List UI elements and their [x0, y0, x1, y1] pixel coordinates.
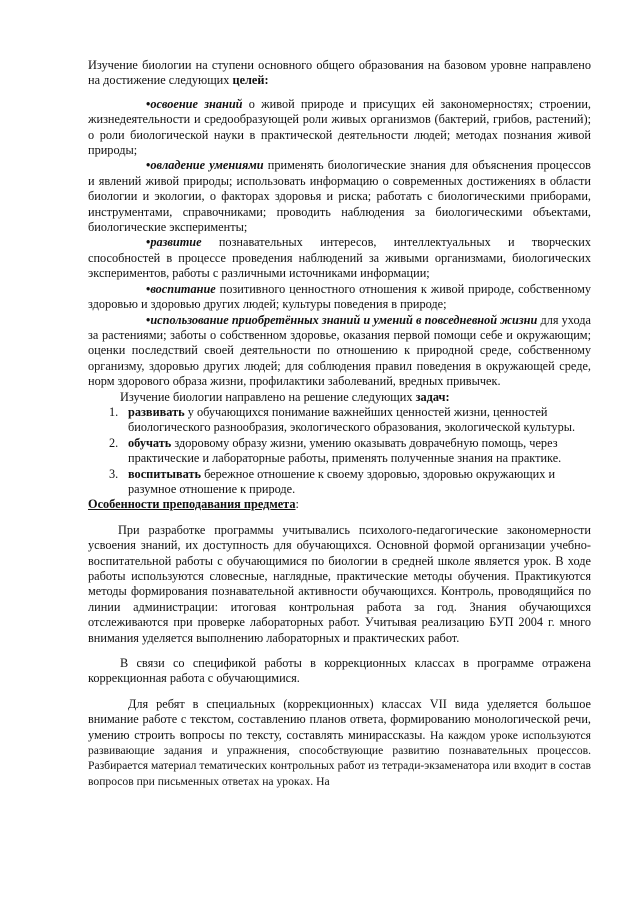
goal-text: для ухода за растениями; заботы о собственном здоровье, оказания первой помощи себе и окружающим; оценки последствий своей деятельности по отношению к природной среде, собственному организму, здоровью других людей; для соблюдения правил поведения в окружающей среде, норм здорового образа жизни, профилактики заболеваний, вредных привычек. — [88, 312, 591, 389]
special-classes-continuation: На каждом уроке используются развивающие задания и упражнения, способствующие развитию познавательных процессов. Разбирается материал тематических контрольных работ из тетради-экзаменатора или входит в состав вопросов при письменных ответах на уроках. На — [88, 728, 591, 788]
task-text: здоровому образу жизни, умению оказывать доврачебную помощь, через практические и лабораторные работы, применять полученные знания на практике. — [128, 435, 562, 466]
task-term: обучать — [128, 435, 172, 450]
tasks-list — [88, 405, 591, 497]
spacer — [88, 687, 591, 697]
goal-item — [88, 235, 591, 281]
correction-paragraph: В связи со спецификой работы в коррекционных классах в программе отражена коррекционная работа с обучающимися. — [88, 656, 591, 686]
goal-term: использование приобретённых знаний и умений в повседневной жизни — [150, 312, 538, 327]
intro-goals-label: целей: — [232, 73, 269, 88]
bullet-icon: • — [146, 235, 151, 250]
intro-text: Изучение биологии на ступени основного общего образования на базовом уровне направлено на достижение следующих — [88, 58, 591, 88]
bullet-icon: • — [146, 158, 151, 173]
goal-item — [88, 97, 591, 159]
tasks-intro-text: Изучение биологии направлено на решение следующих — [120, 389, 416, 404]
goal-text: применять биологические знания для объяснения процессов и явлений живой природы; использовать информацию о современных достижениях в области биологии и экологии, о факторах здоровья и риска; работать с биологическими приборами, инструментами, справочниками; проводить наблюдения за биологическими объектами, биологические эксперименты; — [88, 158, 591, 235]
tasks-intro — [88, 390, 591, 405]
goal-term: воспитание — [150, 281, 216, 296]
goal-text: познавательных интересов, интеллектуальных и творческих способностей в процессе проведения наблюдений за живыми организмами, биологических экспериментов, работы с различными источниками информации; — [88, 235, 591, 281]
method-paragraph: При разработке программы учитывались психолого-педагогические закономерности усвоения знаний, их доступность для обучающихся. Основной формой организации учебно-воспитательной работы с обучающимися по биологии в средней школе является урок. В ходе работы используются словесные, наглядные, практические методы обучения. Практикуются методы формирования познавательной активности обучающихся. Контроль, проводящийся по линии администрации: итоговая контрольная работа за год. Знания обучающихся отслеживаются при проверке лабораторных работ. Учитывая реализацию БУП 2004 г. много внимания уделяется выполнению лабораторных и практических работ. — [88, 522, 591, 645]
goal-item — [88, 282, 591, 313]
features-heading — [88, 497, 591, 512]
document-page — [88, 58, 591, 789]
bullet-icon: • — [146, 96, 151, 111]
goal-text: о живой природе и присущих ей закономерностях; строении, жизнедеятельности и средообразующей роли живых организмов (бактерий, грибов, растений); о роли биологической науки в практической деятельности людей; методах познания живой природы; — [88, 96, 591, 158]
spacer — [88, 646, 591, 656]
special-classes-paragraph — [88, 697, 591, 789]
goal-term: овладение умениями — [150, 158, 264, 173]
task-item — [109, 404, 591, 436]
goal-item — [88, 158, 591, 235]
features-heading-colon: : — [295, 497, 299, 512]
task-term: воспитывать — [128, 466, 201, 481]
intro-paragraph — [88, 58, 591, 89]
task-text: у обучающихся понимание важнейших ценностей жизни, ценностей биологического разнообразия, экологического образования, экологической культуры. — [128, 404, 576, 435]
task-item — [109, 466, 591, 498]
task-item — [109, 435, 591, 467]
goal-term: развитие — [150, 235, 202, 250]
task-number: 3. — [109, 466, 119, 481]
special-classes-text: Для ребят в специальных (коррекционных) классах VII вида уделяется большое внимание работе с текстом, составлению планов ответа, формированию монологической речи, умению строить вопросы по тексту, составлять минирассказы. — [88, 696, 591, 742]
tasks-label: задач: — [415, 389, 450, 404]
goal-term: освоение знаний — [150, 96, 243, 111]
goal-item — [88, 313, 591, 390]
spacer — [88, 89, 591, 97]
task-text: бережное отношение к своему здоровью, здоровью окружающих и разумное отношение к природе. — [128, 466, 556, 496]
bullet-icon: • — [146, 281, 151, 296]
task-number: 2. — [109, 435, 119, 450]
features-heading-text: Особенности преподавания предмета — [88, 497, 296, 512]
task-number: 1. — [109, 404, 119, 419]
spacer — [88, 513, 591, 523]
goal-text: позитивного ценностного отношения к живой природе, собственному здоровью и здоровью других людей; культуры поведения в природе; — [88, 281, 591, 312]
bullet-icon: • — [146, 312, 151, 327]
task-term: развивать — [128, 404, 185, 419]
